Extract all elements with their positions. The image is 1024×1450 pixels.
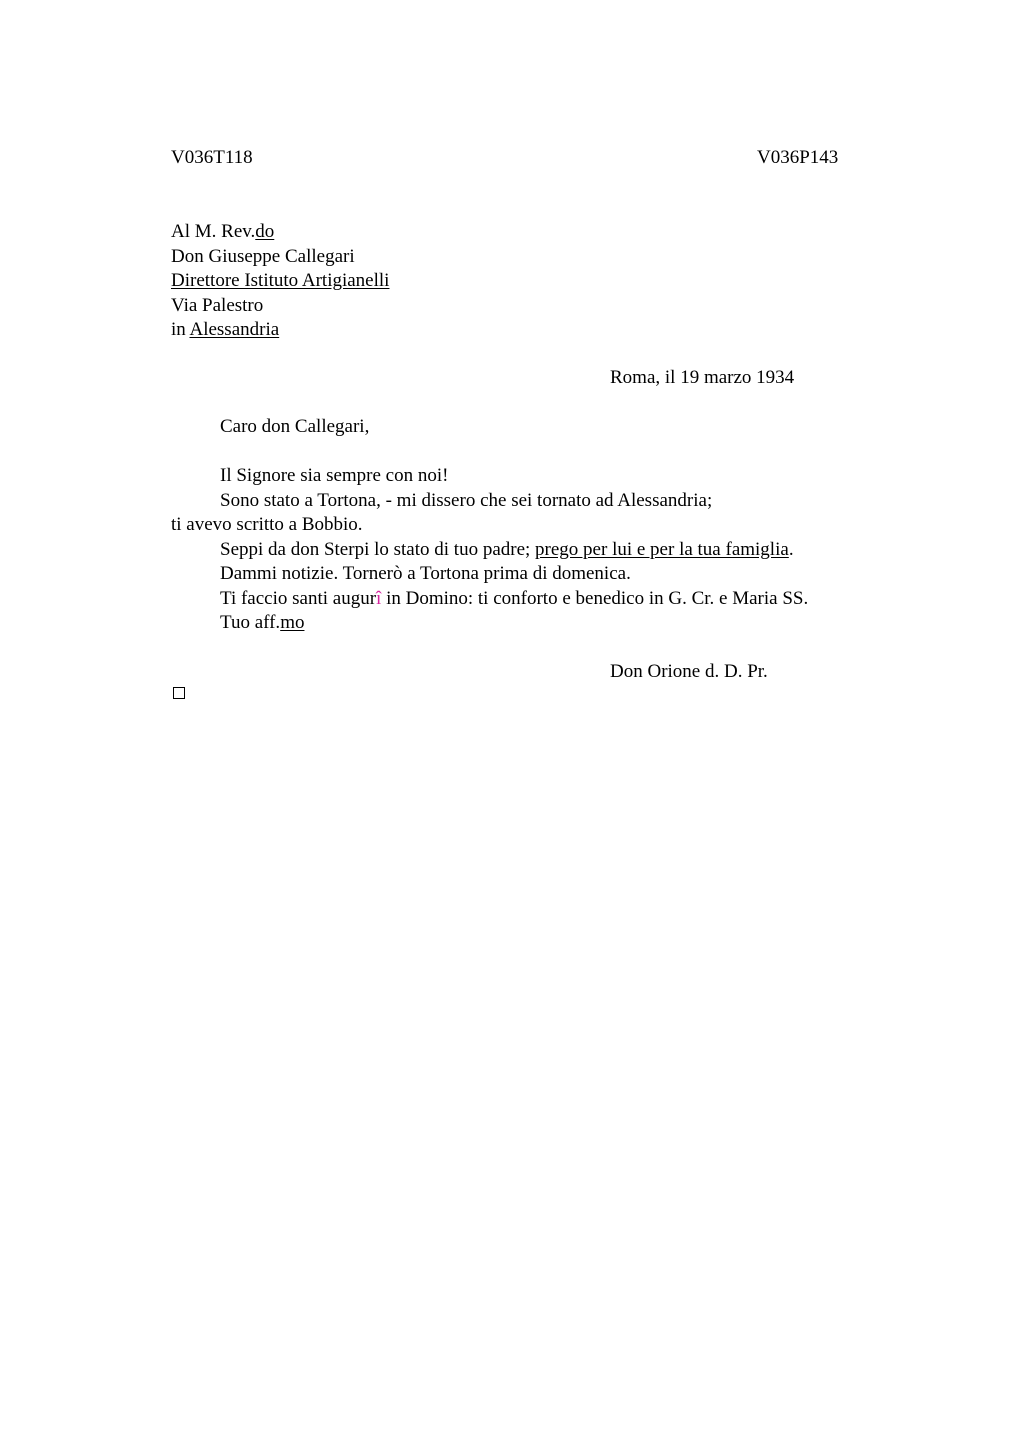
address-line-1 <box>171 220 389 245</box>
address-line-4: Via Palestro <box>171 294 264 316</box>
address-line-2: Don Giuseppe Callegari <box>171 245 355 267</box>
letter-date: Roma, il 19 marzo 1934 <box>610 367 795 388</box>
body-line-6 <box>171 587 808 612</box>
closing-text: Tuo aff. <box>220 612 281 633</box>
address-city: Alessandria <box>189 319 280 340</box>
letter-body <box>171 464 808 636</box>
body-line-7 <box>171 611 808 636</box>
body-line-4-end: . <box>788 538 794 560</box>
address-line-5 <box>171 318 389 343</box>
address-title: Al M. Rev. <box>171 221 256 242</box>
address-block <box>171 220 389 343</box>
body-line-6-accent-char: î <box>376 587 382 609</box>
body-line-6-text: Ti faccio santi augur <box>220 587 377 609</box>
body-line-5: Dammi notizie. Tornerò a Tortona prima di domenica. <box>220 563 631 584</box>
reference-code-left: V036T118 <box>171 147 253 168</box>
body-line-4-underlined: prego per lui e per la tua famiglia <box>535 538 789 560</box>
address-title-abbrev: do <box>255 221 275 242</box>
body-line-3: ti avevo scritto a Bobbio. <box>171 514 363 535</box>
body-line-1: Il Signore sia sempre con noi! <box>220 465 449 486</box>
address-line-3: Direttore Istituto Artigianelli <box>171 270 390 291</box>
body-line-4-text: Seppi da don Sterpi lo stato di tuo padre; <box>220 538 536 560</box>
reference-code-right: V036P143 <box>757 147 839 168</box>
address-in: in <box>171 319 190 340</box>
body-line-6-rest: in Domino: ti conforto e benedico in G. Cr. e Maria SS. <box>381 587 809 609</box>
body-line-4 <box>171 538 808 563</box>
body-line-2: Sono stato a Tortona, - mi dissero che sei tornato ad Alessandria; <box>220 489 713 511</box>
square-outline-icon <box>173 687 185 699</box>
signature: Don Orione d. D. Pr. <box>610 661 768 682</box>
salutation: Caro don Callegari, <box>220 416 370 437</box>
closing-abbrev: mo <box>280 612 305 633</box>
